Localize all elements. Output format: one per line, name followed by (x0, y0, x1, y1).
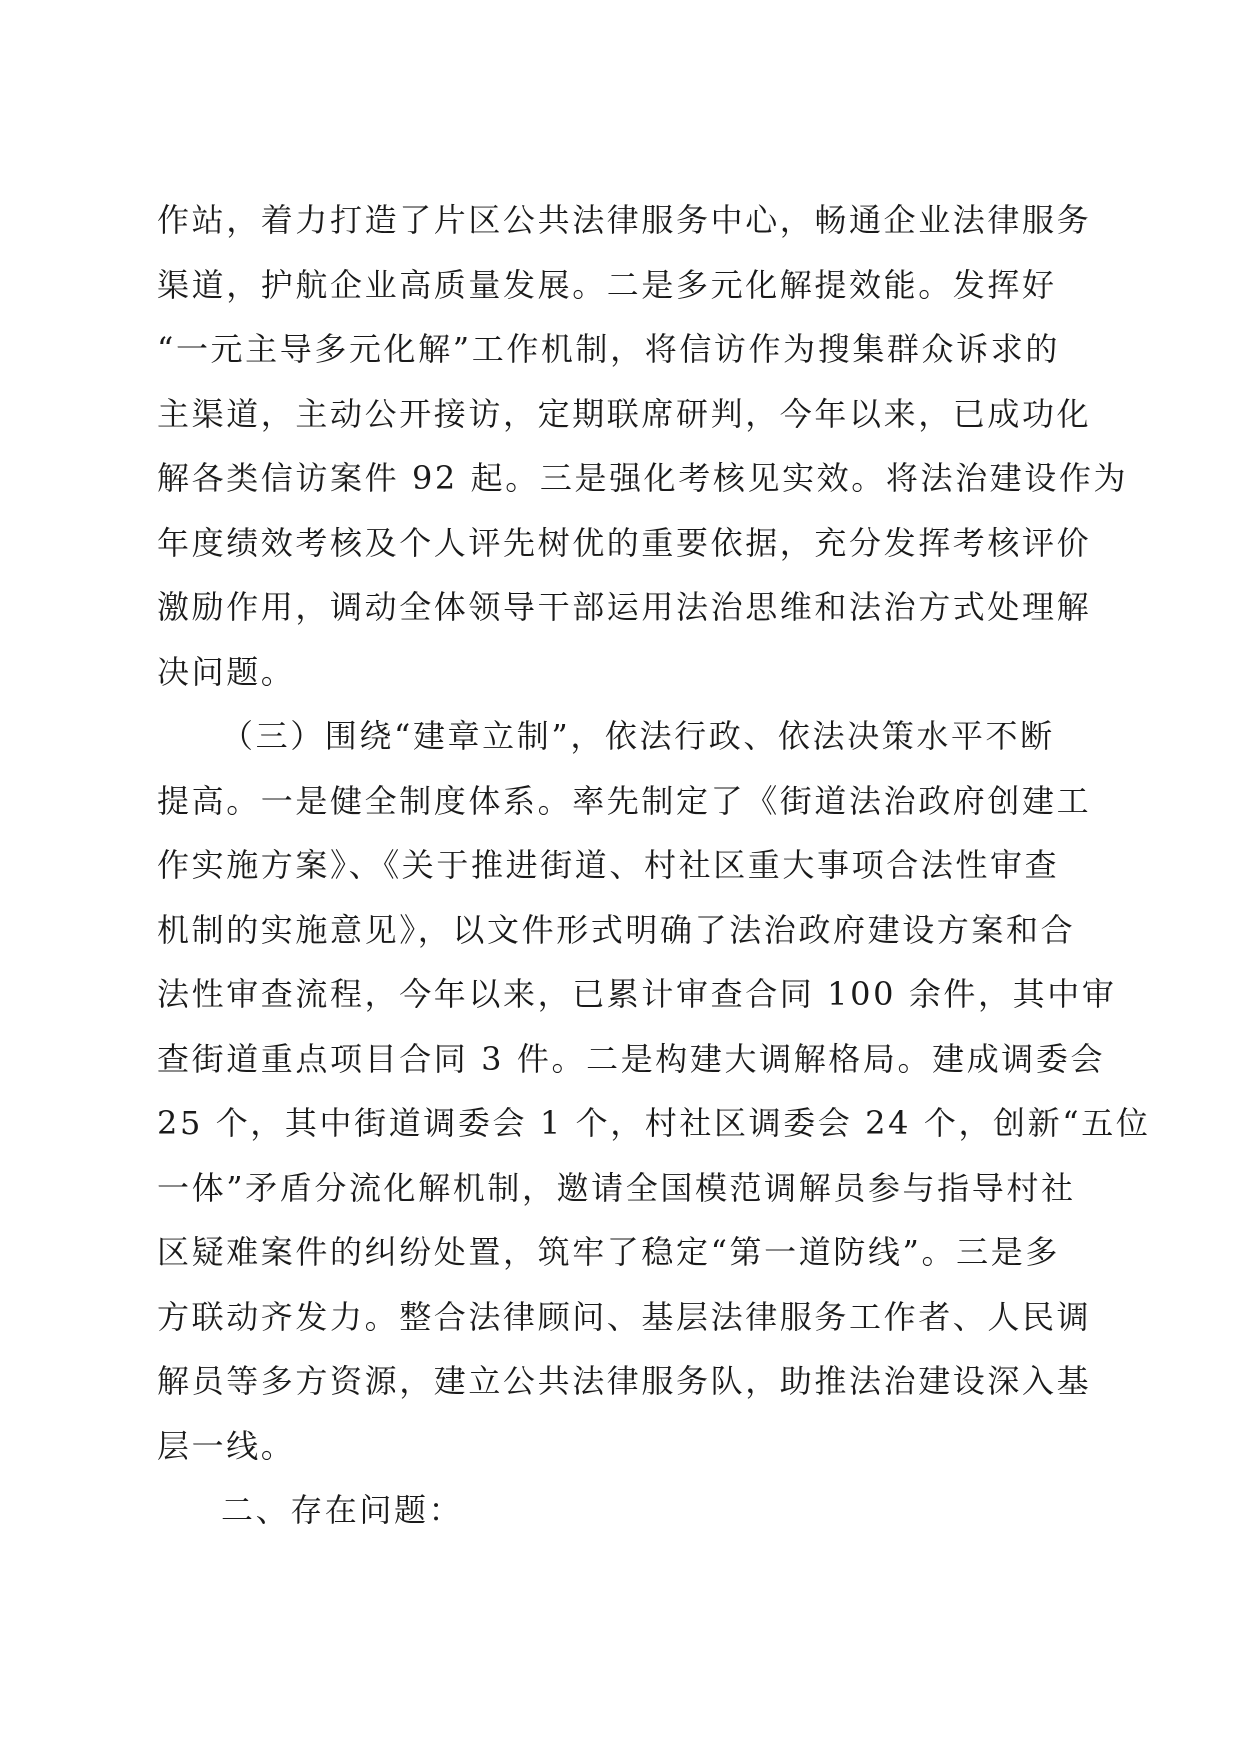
body-line: 作实施方案》、《关于推进街道、村社区重大事项合法性审查 (157, 846, 1060, 884)
body-line: 法性审查流程，今年以来，已累计审查合同 100 余件，其中审 (157, 975, 1117, 1013)
body-line: 25 个，其中街道调委会 1 个，村社区调委会 24 个，创新“五位 (157, 1104, 1151, 1142)
body-line: 区疑难案件的纠纷处置，筑牢了稳定“第一道防线”。三是多 (157, 1233, 1060, 1271)
body-line: “一元主导多元化解”工作机制，将信访作为搜集群众诉求的 (157, 330, 1060, 368)
body-line: 一体”矛盾分流化解机制，邀请全国模范调解员参与指导村社 (157, 1168, 1076, 1207)
body-line: 方联动齐发力。整合法律顾问、基层法律服务工作者、人民调 (157, 1297, 1092, 1336)
body-line: 解各类信访案件 92 起。三是强化考核见实效。将法治建设作为 (157, 459, 1129, 497)
section-heading-problems: 二、存在问题： (221, 1491, 464, 1529)
body-line: 激励作用，调动全体领导干部运用法治思维和法治方式处理解 (157, 588, 1092, 626)
section-heading-3: （三）围绕“建章立制”，依法行政、依法决策水平不断 (221, 717, 1055, 755)
body-line: 解员等多方资源，建立公共法律服务队，助推法治建设深入基 (157, 1362, 1092, 1400)
document-body (157, 188, 1151, 1543)
body-line: 决问题。 (157, 652, 296, 691)
body-line: 主渠道，主动公开接访，定期联席研判，今年以来，已成功化 (157, 394, 1092, 433)
body-line: 渠道，护航企业高质量发展。二是多元化解提效能。发挥好 (157, 265, 1057, 304)
body-line: 提高。一是健全制度体系。率先制定了《街道法治政府创建工 (157, 781, 1092, 820)
body-line: 作站，着力打造了片区公共法律服务中心，畅通企业法律服务 (157, 201, 1092, 239)
body-line: 查街道重点项目合同 3 件。二是构建大调解格局。建成调委会 (157, 1039, 1106, 1078)
body-line: 层一线。 (157, 1426, 296, 1465)
body-line: 年度绩效考核及个人评先树优的重要依据，充分发挥考核评价 (157, 523, 1092, 562)
body-line: 机制的实施意见》，以文件形式明确了法治政府建设方案和合 (157, 910, 1076, 949)
